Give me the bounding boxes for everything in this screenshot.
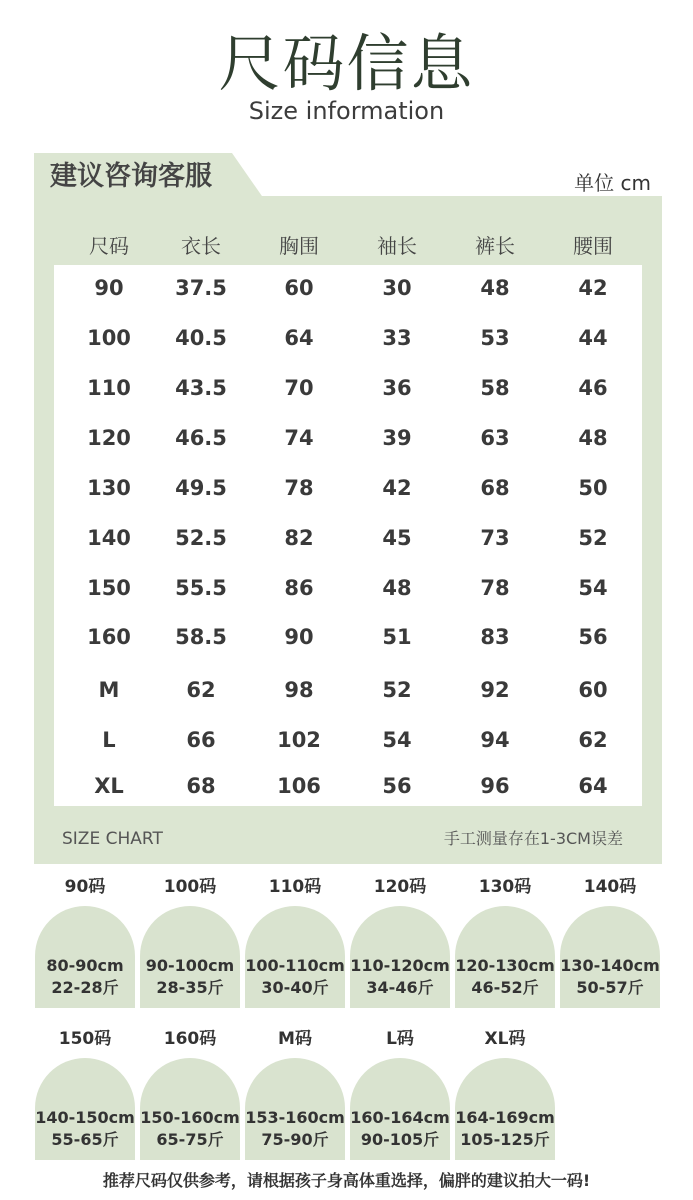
- table-cell: 94: [480, 728, 510, 752]
- size-guide-height: 164-169cm: [455, 1108, 555, 1127]
- size-guide-label: 120码: [373, 877, 427, 897]
- table-header-cell: 衣长: [181, 234, 221, 258]
- table-cell: 150: [87, 576, 131, 600]
- table-cell: 68: [186, 774, 216, 798]
- table-cell: 36: [382, 376, 412, 400]
- table-cell: 106: [277, 774, 321, 798]
- table-cell: 49.5: [175, 476, 227, 500]
- size-guide-weight: 75-90斤: [261, 1130, 329, 1149]
- table-cell: 37.5: [175, 276, 227, 300]
- table-cell: 42: [382, 476, 412, 500]
- table-cell: M: [98, 678, 120, 702]
- table-cell: 62: [578, 728, 608, 752]
- size-guide-label: 110码: [268, 877, 322, 897]
- table-cell: 90: [94, 276, 124, 300]
- table-cell: 74: [284, 426, 314, 450]
- table-cell: 64: [578, 774, 608, 798]
- table-cell: 51: [382, 625, 412, 649]
- table-cell: 102: [277, 728, 321, 752]
- size-guide-label: 140码: [583, 877, 637, 897]
- table-cell: 92: [480, 678, 510, 702]
- table-cell: 58: [480, 376, 510, 400]
- page-subtitle: Size information: [248, 97, 445, 125]
- table-cell: 96: [480, 774, 510, 798]
- table-cell: 52.5: [175, 526, 227, 550]
- size-chart-label: SIZE CHART: [62, 829, 163, 849]
- table-cell: 73: [480, 526, 510, 550]
- table-cell: 60: [578, 678, 608, 702]
- size-guide-weight: 50-57斤: [576, 978, 644, 997]
- size-guide-label: 150码: [58, 1029, 112, 1049]
- table-cell: 39: [382, 426, 412, 450]
- table-cell: 70: [284, 376, 314, 400]
- table-cell: 30: [382, 276, 412, 300]
- table-cell: 100: [87, 326, 131, 350]
- size-guide-height: 150-160cm: [140, 1108, 240, 1127]
- table-cell: 98: [284, 678, 314, 702]
- table-cell: 62: [186, 678, 216, 702]
- table-cell: 86: [284, 576, 314, 600]
- table-cell: 78: [480, 576, 510, 600]
- size-guide-label: 160码: [163, 1029, 217, 1049]
- table-header-cell: 腰围: [573, 234, 613, 258]
- table-cell: 43.5: [175, 376, 227, 400]
- table-cell: 120: [87, 426, 131, 450]
- table-cell: 42: [578, 276, 608, 300]
- size-guide-weight: 55-65斤: [51, 1130, 119, 1149]
- table-cell: 33: [382, 326, 412, 350]
- measure-note: 手工测量存在1-3CM误差: [443, 829, 623, 848]
- size-guide-weight: 28-35斤: [156, 978, 224, 997]
- size-guide-label: 100码: [163, 877, 217, 897]
- table-cell: 140: [87, 526, 131, 550]
- table-cell: 56: [578, 625, 608, 649]
- size-guide-height: 140-150cm: [35, 1108, 135, 1127]
- table-cell: 130: [87, 476, 131, 500]
- table-cell: 48: [480, 276, 510, 300]
- size-guide-height: 80-90cm: [46, 956, 124, 975]
- size-guide-height: 153-160cm: [245, 1108, 345, 1127]
- table-cell: 83: [480, 625, 510, 649]
- table-cell: XL: [94, 774, 124, 798]
- table-header-cell: 胸围: [279, 234, 319, 258]
- table-cell: 110: [87, 376, 131, 400]
- size-guide-weight: 34-46斤: [366, 978, 434, 997]
- table-cell: 66: [186, 728, 216, 752]
- table-cell: 46: [578, 376, 608, 400]
- table-cell: 52: [382, 678, 412, 702]
- table-cell: 68: [480, 476, 510, 500]
- size-guide-height: 160-164cm: [350, 1108, 450, 1127]
- table-header-cell: 裤长: [475, 234, 515, 258]
- size-guide-weight: 105-125斤: [460, 1130, 550, 1149]
- size-guide-height: 120-130cm: [455, 956, 555, 975]
- table-header-cell: 袖长: [377, 234, 417, 258]
- table-cell: 90: [284, 625, 314, 649]
- table-cell: 40.5: [175, 326, 227, 350]
- table-cell: 52: [578, 526, 608, 550]
- size-guide-label: 130码: [478, 877, 532, 897]
- size-guide-weight: 30-40斤: [261, 978, 329, 997]
- table-cell: 54: [382, 728, 412, 752]
- table-cell: L: [102, 728, 116, 752]
- size-guide-weight: 46-52斤: [471, 978, 539, 997]
- size-guide-weight: 90-105斤: [360, 1130, 440, 1149]
- footer-note: 推荐尺码仅供参考，请根据孩子身高体重选择，偏胖的建议拍大一码!: [102, 1171, 591, 1190]
- size-guide-label: M码: [278, 1029, 312, 1049]
- size-guide-label: XL码: [484, 1029, 526, 1049]
- table-cell: 55.5: [175, 576, 227, 600]
- table-cell: 46.5: [175, 426, 227, 450]
- table-cell: 45: [382, 526, 412, 550]
- table-cell: 50: [578, 476, 608, 500]
- table-cell: 54: [578, 576, 608, 600]
- size-guide-label: L码: [386, 1029, 414, 1049]
- table-cell: 53: [480, 326, 510, 350]
- size-guide-label: 90码: [64, 877, 106, 897]
- unit-label: 单位 cm: [574, 171, 651, 195]
- size-table: [54, 228, 642, 806]
- table-cell: 58.5: [175, 625, 227, 649]
- table-cell: 48: [578, 426, 608, 450]
- table-cell: 56: [382, 774, 412, 798]
- size-guide-height: 100-110cm: [245, 956, 345, 975]
- table-cell: 48: [382, 576, 412, 600]
- page-title: 尺码信息: [218, 27, 475, 100]
- size-guide-height: 90-100cm: [145, 956, 235, 975]
- size-guide-height: 110-120cm: [350, 956, 450, 975]
- size-guide-height: 130-140cm: [560, 956, 660, 975]
- size-guide-weight: 65-75斤: [156, 1130, 224, 1149]
- table-cell: 64: [284, 326, 314, 350]
- table-cell: 63: [480, 426, 510, 450]
- table-header-cell: 尺码: [89, 234, 129, 258]
- table-cell: 82: [284, 526, 314, 550]
- consult-tab-label: 建议咨询客服: [50, 161, 212, 192]
- size-guide-weight: 22-28斤: [51, 978, 119, 997]
- table-cell: 44: [578, 326, 608, 350]
- table-cell: 160: [87, 625, 131, 649]
- table-cell: 60: [284, 276, 314, 300]
- table-cell: 78: [284, 476, 314, 500]
